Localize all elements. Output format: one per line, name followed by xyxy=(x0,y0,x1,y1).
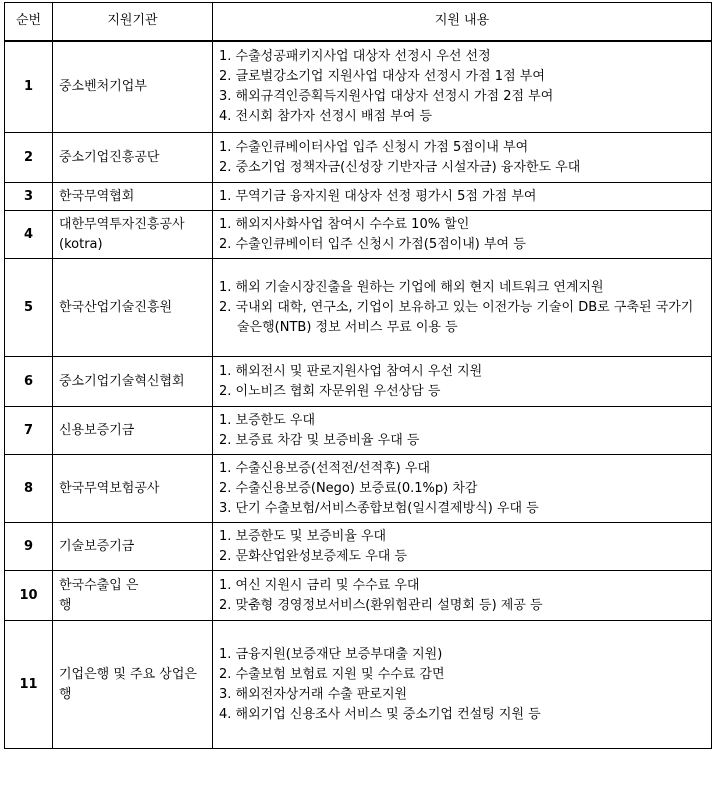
row-number: 1 xyxy=(5,41,53,133)
support-item: 1. 보증한도 및 보증비율 우대 xyxy=(219,528,387,544)
support-content xyxy=(213,211,712,259)
support-item-list xyxy=(219,278,705,338)
support-item-list xyxy=(219,362,705,402)
table-row xyxy=(5,407,712,455)
org-name xyxy=(53,41,213,133)
support-item-list xyxy=(219,645,705,725)
support-item: 2. 국내외 대학, 연구소, 기업이 보유하고 있는 이전가능 기술이 DB로 구축된 국가기술은행(NTB) 정보 서비스 무료 이용 등 xyxy=(219,299,694,335)
support-item: 1. 무역기금 융자지원 대상자 선정 평가시 5점 가점 부여 xyxy=(219,188,537,204)
support-item: 4. 전시회 참가자 선정시 배점 부여 등 xyxy=(219,108,433,124)
support-item: 1. 여신 지원시 금리 및 수수료 우대 xyxy=(219,577,420,593)
org-name xyxy=(53,407,213,455)
row-number: 3 xyxy=(5,183,53,211)
org-name xyxy=(53,133,213,183)
row-number: 10 xyxy=(5,571,53,621)
row-number: 5 xyxy=(5,259,53,357)
support-item: 2. 이노비즈 협회 자문위원 우선상담 등 xyxy=(219,383,441,399)
support-item-list xyxy=(219,215,705,255)
header-content: 지원 내용 xyxy=(213,3,712,41)
support-item-list xyxy=(219,459,705,519)
support-table xyxy=(4,2,712,749)
org-name-text: 한국무역협회 xyxy=(59,188,135,204)
support-item: 4. 해외기업 신용조사 서비스 및 중소기업 컨설팅 지원 등 xyxy=(219,706,541,722)
support-item: 1. 해외 기술시장진출을 원하는 기업에 해외 현지 네트워크 연계지원 xyxy=(219,279,604,295)
support-item: 2. 맞춤형 경영정보서비스(환위험관리 설명회 등) 제공 등 xyxy=(219,597,543,613)
support-item: 3. 해외전자상거래 수출 판로지원 xyxy=(219,686,408,702)
org-name-text: 대한무역투자진흥공사 (kotra) xyxy=(59,216,185,252)
support-item: 1. 보증한도 우대 xyxy=(219,412,316,428)
header-row xyxy=(5,3,712,41)
org-name xyxy=(53,211,213,259)
org-name-text: 한국무역보험공사 xyxy=(59,480,160,496)
header-org: 지원기관 xyxy=(53,3,213,41)
table-row xyxy=(5,133,712,183)
org-name-text: 중소기업기술혁신협회 xyxy=(59,373,185,389)
support-content xyxy=(213,523,712,571)
org-name-text: 한국수출입 은행 xyxy=(59,577,139,613)
org-name xyxy=(53,621,213,749)
org-name xyxy=(53,455,213,523)
support-item-list xyxy=(219,527,705,567)
support-item: 2. 보증료 차감 및 보증비율 우대 등 xyxy=(219,432,420,448)
row-number: 11 xyxy=(5,621,53,749)
support-item: 3. 해외규격인증획득지원사업 대상자 선정시 가점 2점 부여 xyxy=(219,88,554,104)
support-content xyxy=(213,455,712,523)
support-item: 2. 문화산업완성보증제도 우대 등 xyxy=(219,548,408,564)
table-row xyxy=(5,41,712,133)
org-name xyxy=(53,571,213,621)
table-row xyxy=(5,259,712,357)
support-item: 2. 수출보험 보험료 지원 및 수수료 감면 xyxy=(219,666,445,682)
support-content xyxy=(213,621,712,749)
support-item-list xyxy=(219,576,705,616)
support-item: 2. 수출인큐베이터 입주 신청시 가점(5점이내) 부여 등 xyxy=(219,236,526,252)
support-item: 2. 수출신용보증(Nego) 보증료(0.1%p) 차감 xyxy=(219,480,478,496)
table-row xyxy=(5,523,712,571)
table-row xyxy=(5,211,712,259)
table-row xyxy=(5,621,712,749)
support-content xyxy=(213,259,712,357)
support-item-list xyxy=(219,187,705,207)
header-no: 순번 xyxy=(5,3,53,41)
support-item: 3. 단기 수출보험/서비스종합보험(일시결제방식) 우대 등 xyxy=(219,500,539,516)
row-number: 2 xyxy=(5,133,53,183)
org-name-text: 기업은행 및 주요 상업은행 xyxy=(59,666,197,702)
org-name-text: 신용보증기금 xyxy=(59,422,135,438)
row-number: 8 xyxy=(5,455,53,523)
support-content xyxy=(213,407,712,455)
table-row xyxy=(5,571,712,621)
org-name-text: 중소기업진흥공단 xyxy=(59,149,160,165)
support-item: 2. 글로벌강소기업 지원사업 대상자 선정시 가점 1점 부여 xyxy=(219,68,545,84)
org-name xyxy=(53,357,213,407)
org-name xyxy=(53,259,213,357)
support-item: 1. 수출성공패키지사업 대상자 선정시 우선 선정 xyxy=(219,48,491,64)
support-content xyxy=(213,41,712,133)
table-row xyxy=(5,455,712,523)
org-name-text: 기술보증기금 xyxy=(59,538,135,554)
support-content xyxy=(213,357,712,407)
org-name-text: 중소벤처기업부 xyxy=(59,78,147,94)
org-name xyxy=(53,523,213,571)
table-row xyxy=(5,357,712,407)
support-item: 1. 해외전시 및 판로지원사업 참여시 우선 지원 xyxy=(219,363,483,379)
support-item: 2. 중소기업 정책자금(신성장 기반자금 시설자금) 융자한도 우대 xyxy=(219,159,581,175)
row-number: 9 xyxy=(5,523,53,571)
support-item: 1. 해외지사화사업 참여시 수수료 10% 할인 xyxy=(219,216,470,232)
org-name-text: 한국산업기술진흥원 xyxy=(59,299,173,315)
support-item: 1. 금융지원(보증재단 보증부대출 지원) xyxy=(219,646,443,662)
row-number: 7 xyxy=(5,407,53,455)
support-item-list xyxy=(219,47,705,127)
support-item: 1. 수출인큐베이터사업 입주 신청시 가점 5점이내 부여 xyxy=(219,139,529,155)
support-content xyxy=(213,133,712,183)
support-content xyxy=(213,571,712,621)
support-item-list xyxy=(219,411,705,451)
support-content xyxy=(213,183,712,211)
row-number: 6 xyxy=(5,357,53,407)
table-row xyxy=(5,183,712,211)
support-item: 1. 수출신용보증(선적전/선적후) 우대 xyxy=(219,460,431,476)
support-item-list xyxy=(219,138,705,178)
row-number: 4 xyxy=(5,211,53,259)
org-name xyxy=(53,183,213,211)
